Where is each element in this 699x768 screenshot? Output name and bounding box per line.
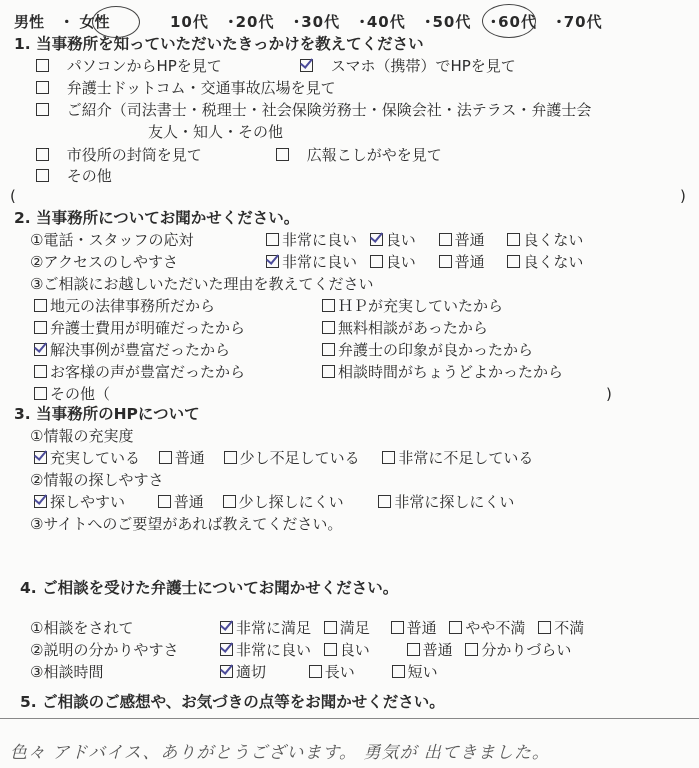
q4-r1-checkbox-very-satisfied-checked[interactable] [220,621,233,634]
reason-cases: 解決事例が豊富だったから [50,341,231,359]
q3-s1-very: 非常に不足している [398,449,534,467]
q1-opt-referral-cont: 友人・知人・その他 [148,123,284,141]
age-70[interactable]: 70代 [563,13,603,31]
q4-r2-options [220,640,571,660]
q3-s3-label: ③サイトへのご要望があれば教えてください。 [30,515,343,533]
q1-row1 [36,56,222,76]
q4-r2-good: 良い [339,641,370,659]
checkbox-envelope[interactable] [36,148,49,161]
q2-title: 2. 当事務所についてお聞かせください。 [14,209,300,227]
reason-checkbox-time[interactable] [322,365,335,378]
q3-s1-checkbox-very[interactable] [382,451,395,464]
q1-opt-pc: パソコンからHPを見て [66,57,222,75]
q3-s2-checkbox-easy-checked[interactable] [34,495,47,508]
age-60[interactable]: 60代 [498,13,537,31]
q3-s2-checkbox-little[interactable] [223,495,236,508]
reason-checkbox-impression[interactable] [322,343,335,356]
reason-checkbox-local[interactable] [34,299,47,312]
q1-row1b [300,56,516,76]
age-10[interactable]: 10代 [170,13,209,31]
q4-r3-checkbox-appropriate-checked[interactable] [220,665,233,678]
q5-top-rule [0,718,699,719]
reason-row3b [322,340,533,360]
q3-s2-checkbox-very[interactable] [378,495,391,508]
reason-row3 [34,340,230,360]
q2-r2-normal: 普通 [454,253,485,271]
gender-row: 男性 ・ 女性 [14,13,110,31]
q4-r3-label: ③相談時間 [30,663,104,681]
q2-r2-checkbox-good[interactable] [370,255,383,268]
reason-row2 [34,318,245,338]
q1-row5 [36,166,112,186]
q4-r2-checkbox-unclear[interactable] [465,643,478,656]
q4-r1-options [220,618,584,638]
reason-other-paren-close: ) [606,385,612,403]
q3-s1-checkbox-normal[interactable] [159,451,172,464]
q1-opt-envelope: 市役所の封筒を見て [66,146,202,164]
q2-r1-very-good: 非常に良い [282,231,358,249]
q1-row3 [36,100,591,120]
reason-other: その他（ [50,385,111,403]
reason-checkbox-free[interactable] [322,321,335,334]
q1-opt-bengoshi: 弁護士ドットコム・交通事故広場を見て [66,79,336,97]
q4-r2-very-good: 非常に良い [236,641,312,659]
q2-q3-label: ③ご相談にお越しいただいた理由を教えてください [30,275,374,293]
q2-r2-checkbox-very-good-checked[interactable] [266,255,279,268]
checkbox-referral[interactable] [36,103,49,116]
q1-opt-koho: 広報こしがやを見て [306,146,442,164]
q4-r1-label: ①相談をされて [30,619,134,637]
q3-s1-little: 少し不足している [239,449,360,467]
q2-r2-checkbox-normal[interactable] [439,255,452,268]
q4-r1-normal: 普通 [406,619,437,637]
q2-r1-options [266,230,583,250]
reason-fee: 弁護士費用が明確だったから [50,319,246,337]
q2-r1-good: 良い [385,231,416,249]
q4-r2-unclear: 分かりづらい [481,641,572,659]
q4-r2-normal: 普通 [422,641,453,659]
reason-row4 [34,362,245,382]
q4-r1-checkbox-satisfied[interactable] [324,621,337,634]
q4-r2-checkbox-normal[interactable] [407,643,420,656]
q2-r2-checkbox-bad[interactable] [507,255,520,268]
q1-row2 [36,78,336,98]
q1-opt-other: その他 [66,167,112,185]
q3-s2-very: 非常に探しにくい [394,493,515,511]
gender-male[interactable]: 男性 [14,13,45,31]
q4-r1-slightly: やや不満 [465,619,526,637]
age-20[interactable]: 20代 [235,13,275,31]
q5-handwritten-comment: 色々 アドバイス、ありがとうございます。 勇気が 出てきました。 [10,743,550,763]
q3-s2-little: 少し探しにくい [238,493,344,511]
q3-s2-normal: 普通 [173,493,204,511]
q1-paren-open: ( [10,187,16,205]
reason-row1b [322,296,503,316]
q4-r1-checkbox-dissatisfied[interactable] [538,621,551,634]
reason-checkbox-hp[interactable] [322,299,335,312]
reason-voices: お客様の声が豊富だったから [50,363,246,381]
q1-row4 [36,145,202,165]
reason-row2b [322,318,488,338]
checkbox-other[interactable] [36,169,49,182]
q2-r1-bad: 良くない [523,231,584,249]
reason-time: 相談時間がちょうどよかったから [338,363,564,381]
reason-checkbox-voices[interactable] [34,365,47,378]
q4-r1-checkbox-normal[interactable] [391,621,404,634]
reason-row4b [322,362,563,382]
reason-row1 [34,296,215,316]
reason-hp: ＨＰが充実していたから [338,297,504,315]
q4-r3-appropriate: 適切 [236,663,267,681]
q2-r2-good: 良い [385,253,416,271]
checkbox-phone-checked[interactable] [300,59,313,72]
reason-free: 無料相談があったから [338,319,488,337]
q2-r1-checkbox-good-checked[interactable] [370,233,383,246]
q2-r2-options [266,252,583,272]
checkbox-pc[interactable] [36,59,49,72]
reason-local: 地元の法律事務所だから [50,297,216,315]
q1-paren-close: ) [680,187,686,205]
q3-s2-checkbox-normal[interactable] [158,495,171,508]
q3-s2-easy: 探しやすい [50,493,126,511]
q4-r2-label: ②説明の分かりやすさ [30,641,179,659]
q4-r1-very-satisfied: 非常に満足 [236,619,312,637]
q3-s1-checkbox-little[interactable] [224,451,237,464]
q4-r3-short: 短い [407,663,438,681]
age-row: 10代 ･20代 ･30代 ･40代 ･50代 ･60代 ･70代 [170,13,603,31]
q4-r3-checkbox-short[interactable] [392,665,405,678]
reason-checkbox-cases-checked[interactable] [34,343,47,356]
q4-r3-long: 長い [324,663,355,681]
q3-s2-options [34,492,514,512]
q1-opt-phone: スマホ（携帯）でHPを見て [330,57,516,75]
checkbox-bengoshi[interactable] [36,81,49,94]
age-40[interactable]: 40代 [366,13,406,31]
reason-checkbox-fee[interactable] [34,321,47,334]
q3-s1-options [34,448,533,468]
age-30[interactable]: 30代 [301,13,341,31]
q2-r1-checkbox-normal[interactable] [439,233,452,246]
q4-r1-checkbox-slightly[interactable] [449,621,462,634]
age-60-circle-mark [482,4,536,38]
q4-r3-checkbox-long[interactable] [309,665,322,678]
q4-r3-options [220,662,438,682]
reason-row5 [34,384,110,404]
q3-s1-normal: 普通 [174,449,205,467]
reason-impression: 弁護士の印象が良かったから [338,341,534,359]
q4-r1-satisfied: 満足 [339,619,370,637]
q3-s2-label: ②情報の探しやすさ [30,471,164,489]
q1-row4b [276,145,442,165]
q4-r1-dissatisfied: 不満 [554,619,585,637]
gender-female[interactable]: 女性 [79,13,110,31]
checkbox-koho[interactable] [276,148,289,161]
q3-s1-full: 充実している [50,449,141,467]
q3-s1-checkbox-full-checked[interactable] [34,451,47,464]
q2-r1-checkbox-very-good[interactable] [266,233,279,246]
q2-r2-bad: 良くない [523,253,584,271]
q2-r1-checkbox-bad[interactable] [507,233,520,246]
q5-title: 5. ご相談のご感想や、お気づきの点等をお聞かせください。 [20,693,445,711]
q3-s1-label: ①情報の充実度 [30,427,134,445]
q1-title: 1. 当事務所を知っていただいたきっかけを教えてください [14,35,424,53]
q3-title: 3. 当事務所のHPについて [14,405,200,423]
reason-checkbox-other[interactable] [34,387,47,400]
q1-opt-referral: ご紹介（司法書士・税理士・社会保険労務士・保険会社・法テラス・弁護士会 [66,101,592,119]
q4-r2-checkbox-very-good-checked[interactable] [220,643,233,656]
q2-r2-label: ②アクセスのしやすさ [30,253,178,271]
age-50[interactable]: 50代 [432,13,472,31]
q4-title: 4. ご相談を受けた弁護士についてお聞かせください。 [20,579,399,597]
q2-r1-label: ①電話・スタッフの応対 [30,231,194,249]
q2-r2-very-good: 非常に良い [282,253,358,271]
q2-r1-normal: 普通 [454,231,485,249]
q4-r2-checkbox-good[interactable] [324,643,337,656]
